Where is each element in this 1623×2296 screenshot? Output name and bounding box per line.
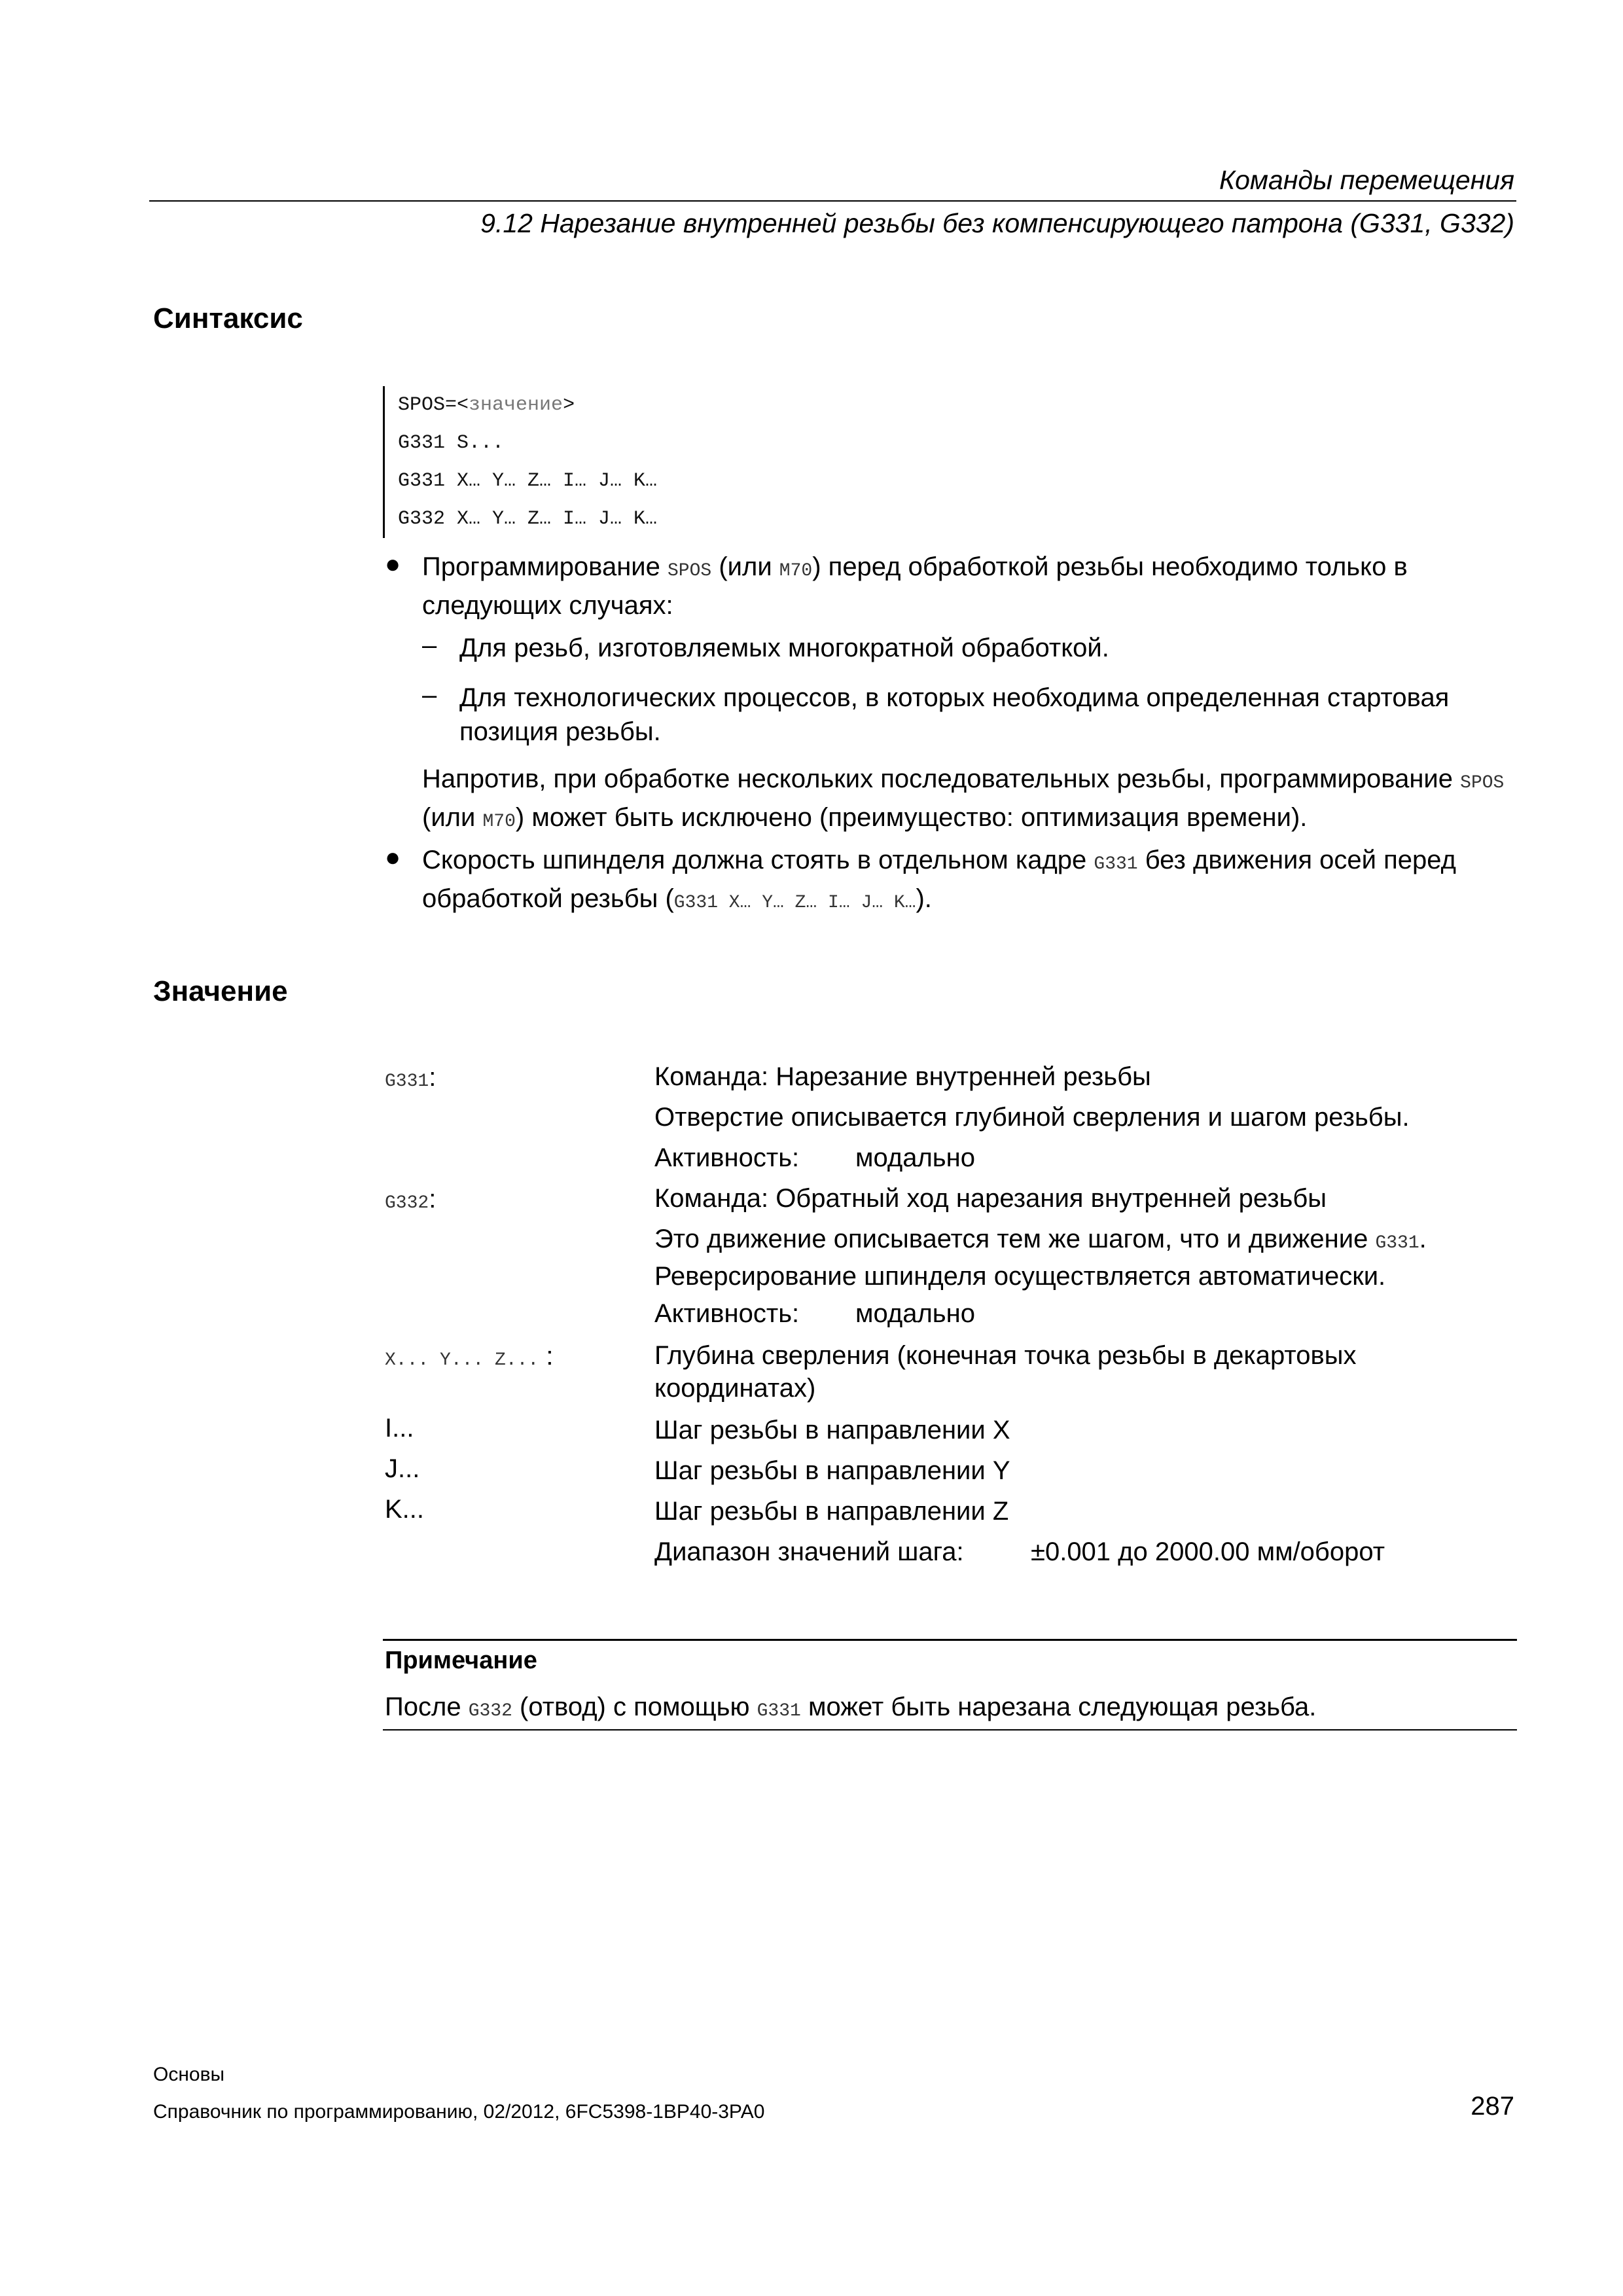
bullet-icon: ● (385, 550, 401, 579)
note-text: После G332 (отвод) с помощью G331 может быть нарезана следующая резьба. (385, 1693, 1317, 1721)
syntax-line: G332 X… Y… Z… I… J… K… (398, 508, 658, 530)
definition-i: Шаг резьбы в направлении X (654, 1416, 1010, 1444)
syntax-line: SPOS=<значение> (398, 394, 575, 416)
bullet-paragraph: Скорость шпинделя должна стоять в отдельном кадре G331 без движения осей перед обработкой резьбы (G331 X… Y… Z… I… J… K…). (422, 846, 1456, 913)
meaning-heading: Значение (153, 975, 288, 1007)
bullet-paragraph: Программирование SPOS (или M70) перед обработкой резьбы необходимо только в следующих случаях: (422, 552, 1408, 620)
footer-book-title: Основы (153, 2064, 225, 2085)
syntax-heading: Синтаксис (153, 302, 303, 334)
term-k: K... (385, 1495, 425, 1524)
term-xyz: X... Y... Z... : (385, 1342, 554, 1371)
syntax-line: G331 S... (398, 432, 505, 454)
note-bottom-rule (383, 1729, 1517, 1731)
definition-g331-activity: Активность: модально (654, 1143, 975, 1172)
definition-j: Шаг резьбы в направлении Y (654, 1456, 1010, 1485)
syntax-code-block (383, 386, 657, 538)
running-header-chapter: Команды перемещения (1219, 165, 1514, 195)
page-number: 287 (1471, 2092, 1514, 2121)
syntax-line: G331 X… Y… Z… I… J… K… (398, 470, 658, 492)
definition-g332-command: Команда: Обратный ход нарезания внутренней резьбы (654, 1184, 1327, 1213)
dash-item: Для технологических процессов, в которых необходима определенная стартовая позиция резьбы. (459, 683, 1450, 746)
bullet-icon: ● (385, 843, 401, 872)
term-j: J... (385, 1454, 420, 1483)
dash-item: Для резьб, изготовляемых многократной обработкой. (459, 634, 1109, 662)
term-g332: G332: (385, 1185, 437, 1213)
definition-xyz: Глубина сверления (конечная точка резьбы в декартовых координатах) (654, 1341, 1357, 1403)
definition-k: Шаг резьбы в направлении Z (654, 1497, 1009, 1526)
running-header-section: 9.12 Нарезание внутренней резьбы без компенсирующего патрона (G331, G332) (480, 208, 1514, 238)
term-i: I... (385, 1414, 414, 1443)
term-g331: G331: (385, 1063, 437, 1092)
definition-g331-description: Отверстие описывается глубиной сверления и шагом резьбы. (654, 1103, 1410, 1132)
note-top-rule (383, 1639, 1517, 1641)
note-title: Примечание (385, 1647, 537, 1674)
header-rule (149, 200, 1516, 202)
dash-icon: – (422, 681, 437, 709)
definition-g332-description: Это движение описывается тем же шагом, что и движение G331. Реверсирование шпинделя осуществляется автоматически. (654, 1225, 1427, 1291)
definition-g331-command: Команда: Нарезание внутренней резьбы (654, 1062, 1151, 1091)
definition-g332-activity: Активность: модально (654, 1299, 975, 1328)
footer-manual-info: Справочник по программированию, 02/2012, 6FC5398-1BP40-3PA0 (153, 2101, 765, 2123)
dash-icon: – (422, 631, 437, 660)
definition-range: Диапазон значений шага: ±0.001 до 2000.00 мм/оборот (654, 1537, 1385, 1566)
body-paragraph: Напротив, при обработке нескольких последовательных резьбы, программирование SPOS (или M70) может быть исключено (преимущество: оптимизация времени). (422, 764, 1505, 832)
